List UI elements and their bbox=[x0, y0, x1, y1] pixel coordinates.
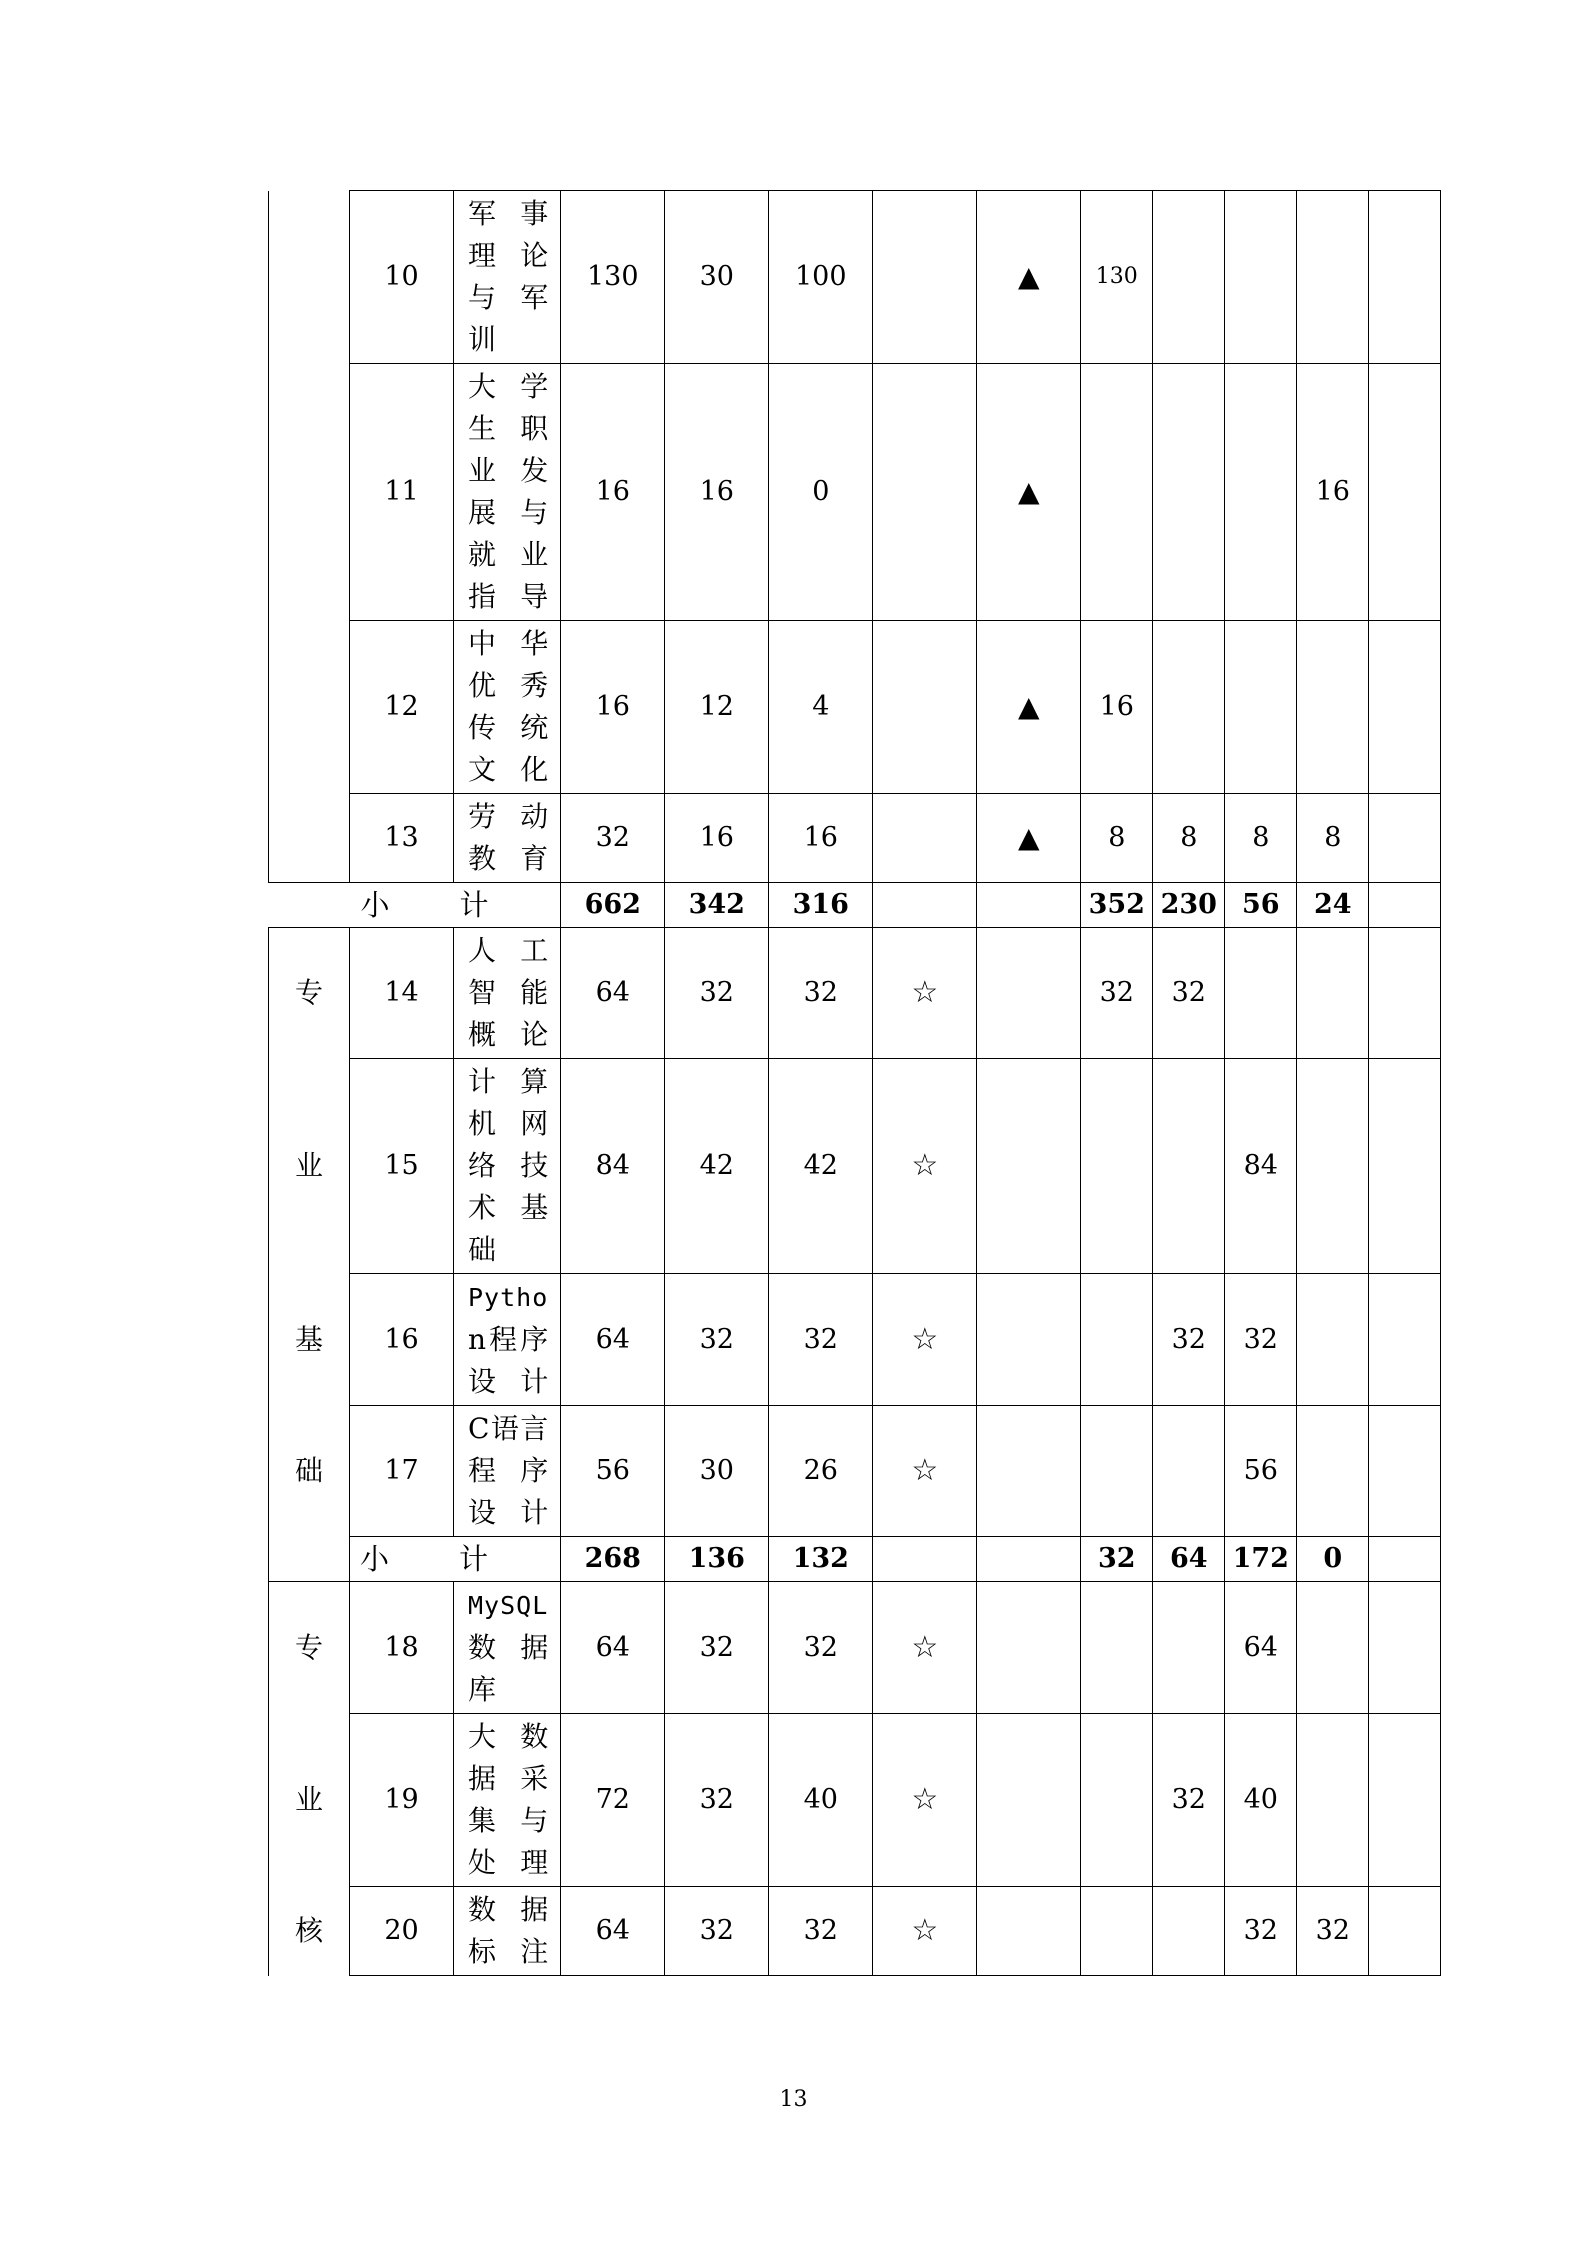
total-hours: 56 bbox=[561, 1406, 665, 1537]
star-mark: ☆ bbox=[873, 1887, 977, 1976]
semester-3-hours: 56 bbox=[1225, 1406, 1297, 1537]
subtotal-s4: 24 bbox=[1297, 883, 1369, 928]
semester-1-hours bbox=[1081, 1582, 1153, 1714]
semester-2-hours bbox=[1153, 621, 1225, 794]
extra-column bbox=[1369, 1537, 1441, 1582]
semester-1-hours bbox=[1081, 1714, 1153, 1887]
total-hours: 72 bbox=[561, 1714, 665, 1887]
course-name: Pytho n程序 设计 bbox=[454, 1274, 561, 1406]
course-name: 劳动教育 bbox=[454, 794, 561, 883]
extra-column bbox=[1369, 1274, 1441, 1406]
extra-column bbox=[1369, 1582, 1441, 1714]
triangle-mark bbox=[977, 928, 1081, 1059]
category-char: 核 bbox=[269, 1887, 350, 1976]
star-mark bbox=[873, 621, 977, 794]
total-hours: 64 bbox=[561, 1887, 665, 1976]
semester-3-hours: 84 bbox=[1225, 1059, 1297, 1274]
total-hours: 84 bbox=[561, 1059, 665, 1274]
subtotal-s1: 32 bbox=[1081, 1537, 1153, 1582]
empty-cell bbox=[873, 883, 977, 928]
category-char: 业 bbox=[269, 1714, 350, 1887]
star-mark bbox=[873, 364, 977, 621]
course-name: 大学生职业发展与就业指导 bbox=[454, 364, 561, 621]
extra-column bbox=[1369, 883, 1441, 928]
practice-hours: 26 bbox=[769, 1406, 873, 1537]
triangle-mark bbox=[977, 1714, 1081, 1887]
practice-hours: 32 bbox=[769, 1582, 873, 1714]
triangle-mark bbox=[977, 1582, 1081, 1714]
course-name: 军事理论与军训 bbox=[454, 191, 561, 364]
subtotal-practice: 316 bbox=[769, 883, 873, 928]
course-number: 10 bbox=[350, 191, 454, 364]
course-name: 计算机网络技术基础 bbox=[454, 1059, 561, 1274]
empty-cell bbox=[977, 1537, 1081, 1582]
total-hours: 16 bbox=[561, 621, 665, 794]
extra-column bbox=[1369, 191, 1441, 364]
star-mark: ☆ bbox=[873, 1582, 977, 1714]
semester-4-hours bbox=[1297, 621, 1369, 794]
semester-4-hours bbox=[1297, 928, 1369, 1059]
total-hours: 64 bbox=[561, 928, 665, 1059]
practice-hours: 42 bbox=[769, 1059, 873, 1274]
course-table-wrapper bbox=[268, 190, 1441, 1976]
semester-4-hours bbox=[1297, 1406, 1369, 1537]
extra-column bbox=[1369, 1714, 1441, 1887]
semester-1-hours bbox=[1081, 1406, 1153, 1537]
semester-4-hours: 8 bbox=[1297, 794, 1369, 883]
course-number: 16 bbox=[350, 1274, 454, 1406]
practice-hours: 4 bbox=[769, 621, 873, 794]
triangle-mark: ▲ bbox=[977, 191, 1081, 364]
table-row bbox=[269, 621, 1441, 794]
extra-column bbox=[1369, 1887, 1441, 1976]
subtotal-row bbox=[269, 883, 1441, 928]
semester-4-hours: 32 bbox=[1297, 1887, 1369, 1976]
semester-3-hours: 32 bbox=[1225, 1274, 1297, 1406]
semester-3-hours bbox=[1225, 621, 1297, 794]
course-number: 12 bbox=[350, 621, 454, 794]
course-name: 大数据采集与处理 bbox=[454, 1714, 561, 1887]
practice-hours: 32 bbox=[769, 1887, 873, 1976]
category-char: 业 bbox=[269, 1059, 350, 1274]
star-mark: ☆ bbox=[873, 928, 977, 1059]
category-char: 础 bbox=[269, 1406, 350, 1537]
extra-column bbox=[1369, 1406, 1441, 1537]
triangle-mark bbox=[977, 1059, 1081, 1274]
semester-3-hours: 8 bbox=[1225, 794, 1297, 883]
theory-hours: 32 bbox=[665, 1714, 769, 1887]
subtotal-s3: 172 bbox=[1225, 1537, 1297, 1582]
table-row bbox=[269, 928, 1441, 1059]
subtotal-label: 小 计 bbox=[269, 883, 561, 928]
extra-column bbox=[1369, 928, 1441, 1059]
category-cell bbox=[269, 191, 350, 883]
star-mark bbox=[873, 794, 977, 883]
star-mark bbox=[873, 191, 977, 364]
course-name: MySQL 数 据 库 bbox=[454, 1582, 561, 1714]
course-number: 13 bbox=[350, 794, 454, 883]
extra-column bbox=[1369, 621, 1441, 794]
table-row bbox=[269, 364, 1441, 621]
theory-hours: 30 bbox=[665, 1406, 769, 1537]
triangle-mark: ▲ bbox=[977, 364, 1081, 621]
theory-hours: 16 bbox=[665, 364, 769, 621]
practice-hours: 100 bbox=[769, 191, 873, 364]
subtotal-s4: 0 bbox=[1297, 1537, 1369, 1582]
star-mark: ☆ bbox=[873, 1406, 977, 1537]
semester-3-hours: 40 bbox=[1225, 1714, 1297, 1887]
subtotal-row bbox=[269, 1537, 1441, 1582]
table-row bbox=[269, 1887, 1441, 1976]
semester-2-hours bbox=[1153, 1887, 1225, 1976]
semester-3-hours bbox=[1225, 364, 1297, 621]
empty-cell bbox=[873, 1537, 977, 1582]
semester-2-hours: 8 bbox=[1153, 794, 1225, 883]
semester-2-hours: 32 bbox=[1153, 1714, 1225, 1887]
category-char: 基 bbox=[269, 1274, 350, 1406]
course-number: 18 bbox=[350, 1582, 454, 1714]
theory-hours: 30 bbox=[665, 191, 769, 364]
extra-column bbox=[1369, 1059, 1441, 1274]
semester-1-hours bbox=[1081, 1887, 1153, 1976]
theory-hours: 42 bbox=[665, 1059, 769, 1274]
page-number: 13 bbox=[779, 2087, 808, 2112]
semester-1-hours: 32 bbox=[1081, 928, 1153, 1059]
subtotal-theory: 136 bbox=[665, 1537, 769, 1582]
semester-3-hours bbox=[1225, 191, 1297, 364]
table-row bbox=[269, 1714, 1441, 1887]
semester-1-hours: 8 bbox=[1081, 794, 1153, 883]
course-name: 人工智能概论 bbox=[454, 928, 561, 1059]
theory-hours: 32 bbox=[665, 1582, 769, 1714]
practice-hours: 40 bbox=[769, 1714, 873, 1887]
semester-1-hours bbox=[1081, 1059, 1153, 1274]
course-name: 中华优秀传统文化 bbox=[454, 621, 561, 794]
practice-hours: 0 bbox=[769, 364, 873, 621]
table-row bbox=[269, 1582, 1441, 1714]
practice-hours: 32 bbox=[769, 1274, 873, 1406]
total-hours: 64 bbox=[561, 1274, 665, 1406]
semester-4-hours bbox=[1297, 1582, 1369, 1714]
course-number: 15 bbox=[350, 1059, 454, 1274]
semester-4-hours bbox=[1297, 1274, 1369, 1406]
theory-hours: 32 bbox=[665, 928, 769, 1059]
subtotal-total: 662 bbox=[561, 883, 665, 928]
theory-hours: 32 bbox=[665, 1887, 769, 1976]
table-row bbox=[269, 1406, 1441, 1537]
triangle-mark: ▲ bbox=[977, 621, 1081, 794]
semester-1-hours: 130 bbox=[1081, 191, 1153, 364]
semester-4-hours bbox=[1297, 1059, 1369, 1274]
course-number: 19 bbox=[350, 1714, 454, 1887]
subtotal-practice: 132 bbox=[769, 1537, 873, 1582]
star-mark: ☆ bbox=[873, 1714, 977, 1887]
course-number: 11 bbox=[350, 364, 454, 621]
subtotal-s3: 56 bbox=[1225, 883, 1297, 928]
course-name: C语言 程 序 设计 bbox=[454, 1406, 561, 1537]
course-number: 17 bbox=[350, 1406, 454, 1537]
subtotal-s2: 64 bbox=[1153, 1537, 1225, 1582]
subtotal-total: 268 bbox=[561, 1537, 665, 1582]
extra-column bbox=[1369, 794, 1441, 883]
semester-1-hours: 16 bbox=[1081, 621, 1153, 794]
semester-4-hours bbox=[1297, 191, 1369, 364]
practice-hours: 32 bbox=[769, 928, 873, 1059]
subtotal-s2: 230 bbox=[1153, 883, 1225, 928]
semester-4-hours bbox=[1297, 1714, 1369, 1887]
empty-cell bbox=[977, 883, 1081, 928]
semester-2-hours bbox=[1153, 1582, 1225, 1714]
triangle-mark bbox=[977, 1406, 1081, 1537]
category-cell bbox=[269, 1537, 350, 1582]
subtotal-label: 小 计 bbox=[350, 1537, 561, 1582]
category-char: 专 bbox=[269, 1582, 350, 1714]
table-row bbox=[269, 794, 1441, 883]
semester-3-hours: 64 bbox=[1225, 1582, 1297, 1714]
semester-2-hours: 32 bbox=[1153, 928, 1225, 1059]
theory-hours: 12 bbox=[665, 621, 769, 794]
star-mark: ☆ bbox=[873, 1059, 977, 1274]
table-row bbox=[269, 1059, 1441, 1274]
semester-2-hours bbox=[1153, 1406, 1225, 1537]
theory-hours: 32 bbox=[665, 1274, 769, 1406]
semester-4-hours: 16 bbox=[1297, 364, 1369, 621]
course-number: 14 bbox=[350, 928, 454, 1059]
total-hours: 32 bbox=[561, 794, 665, 883]
star-mark: ☆ bbox=[873, 1274, 977, 1406]
extra-column bbox=[1369, 364, 1441, 621]
total-hours: 16 bbox=[561, 364, 665, 621]
practice-hours: 16 bbox=[769, 794, 873, 883]
semester-1-hours bbox=[1081, 364, 1153, 621]
semester-2-hours: 32 bbox=[1153, 1274, 1225, 1406]
total-hours: 130 bbox=[561, 191, 665, 364]
theory-hours: 16 bbox=[665, 794, 769, 883]
table-row bbox=[269, 191, 1441, 364]
triangle-mark: ▲ bbox=[977, 794, 1081, 883]
semester-2-hours bbox=[1153, 364, 1225, 621]
course-plan-table bbox=[268, 190, 1441, 1976]
course-name: 数据标注 bbox=[454, 1887, 561, 1976]
semester-1-hours bbox=[1081, 1274, 1153, 1406]
semester-3-hours bbox=[1225, 928, 1297, 1059]
subtotal-theory: 342 bbox=[665, 883, 769, 928]
total-hours: 64 bbox=[561, 1582, 665, 1714]
course-number: 20 bbox=[350, 1887, 454, 1976]
semester-2-hours bbox=[1153, 1059, 1225, 1274]
table-row bbox=[269, 1274, 1441, 1406]
semester-2-hours bbox=[1153, 191, 1225, 364]
semester-3-hours: 32 bbox=[1225, 1887, 1297, 1976]
triangle-mark bbox=[977, 1887, 1081, 1976]
category-char: 专 bbox=[269, 928, 350, 1059]
triangle-mark bbox=[977, 1274, 1081, 1406]
subtotal-s1: 352 bbox=[1081, 883, 1153, 928]
